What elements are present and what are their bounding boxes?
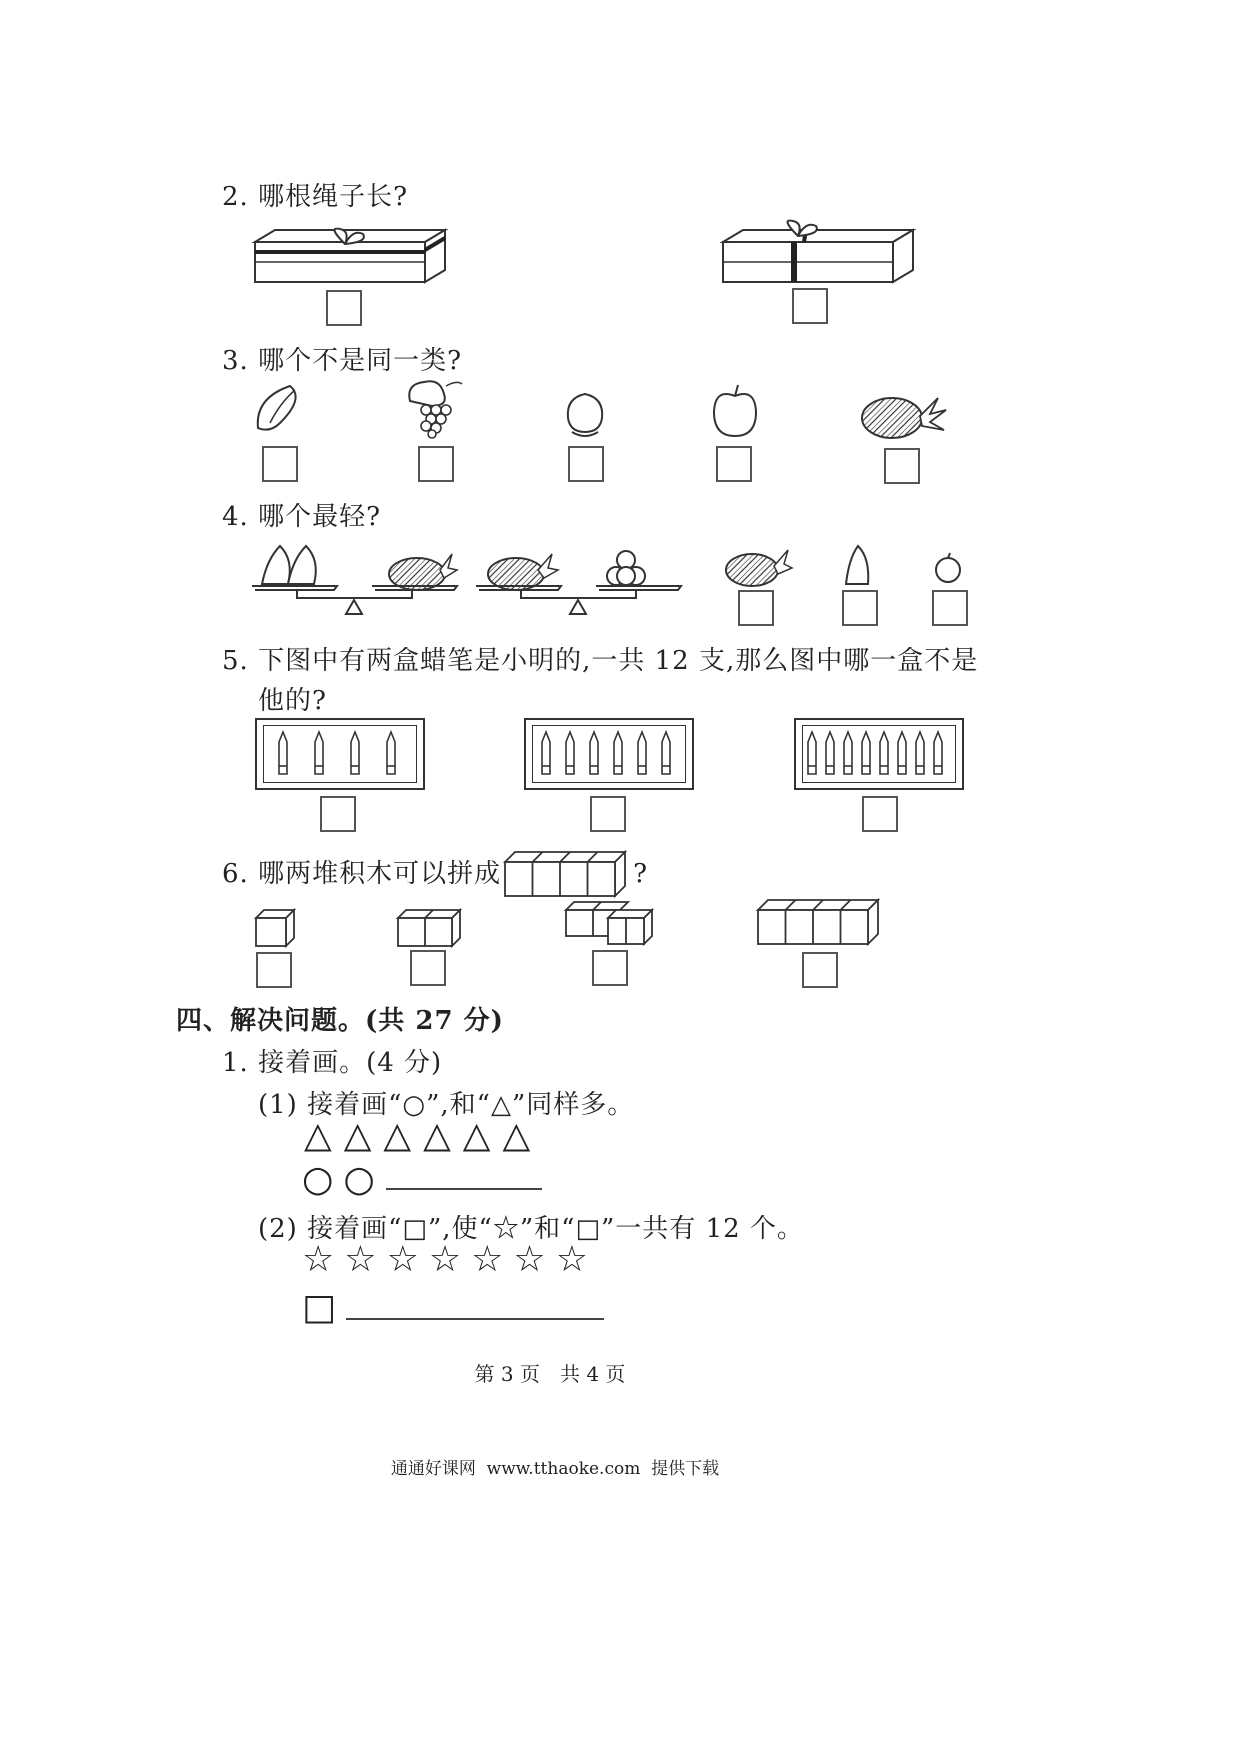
apple-image [710,382,760,440]
triangle-icon: △ [462,1115,491,1156]
sub2-mid2: ”和“ [519,1214,576,1244]
triangle-icon: △ [304,1115,332,1156]
apple-option-image [932,552,964,584]
answer-box-q4-apple[interactable] [932,590,968,626]
triangle-icon: △ [502,1115,531,1156]
circles-row [302,1159,375,1200]
crayons-6-image [538,730,678,780]
pineapple-image [858,386,948,442]
answer-box-q3-5[interactable] [884,448,920,484]
question-6-before: 6. 哪两堆积木可以拼成 [222,859,502,889]
cubes-2-image [396,908,462,948]
circle-icon: ○ [343,1159,375,1200]
crayon-box-8 [794,718,964,790]
sub2-suffix: ”一共有 12 个。 [601,1214,804,1244]
answer-box-q5-1[interactable] [320,796,356,832]
sweet-potato-image [250,378,310,438]
section-4-title: 四、解决问题。(共 27 分) [176,1006,504,1036]
peach-image [562,388,608,440]
pear-option-image [840,540,876,586]
star-icon: ☆ [492,1214,520,1244]
star-icon: ☆ [344,1239,377,1280]
star-icon: ☆ [555,1239,588,1280]
answer-box-q5-3[interactable] [862,796,898,832]
question-5-line-1: 5. 下图中有两盒蜡笔是小明的,一共 12 支,那么图中哪一盒不是 [222,646,979,676]
stars-row [302,1239,588,1280]
crayon-box-4 [255,718,425,790]
answer-box-q6-2[interactable] [410,950,446,986]
sub2-mid1: ”,使“ [427,1214,493,1244]
question-4: 4. 哪个最轻? [222,502,382,532]
answer-box-q6-3[interactable] [592,950,628,986]
triangle-icon: △ [343,1115,372,1156]
sub1-suffix: ”同样多。 [511,1090,635,1120]
question-2: 2. 哪根绳子长? [222,182,409,212]
star-icon: ☆ [302,1239,335,1280]
cube-1-image [254,908,298,948]
page-number: 第 3 页 共 4 页 [474,1362,626,1386]
answer-box-q6-4[interactable] [802,952,838,988]
answer-box-q5-2[interactable] [590,796,626,832]
answer-box-q4-pear[interactable] [842,590,878,626]
answer-box-q3-3[interactable] [568,446,604,482]
sub1-prefix: (1) 接着画“ [258,1090,403,1120]
target-blocks [501,852,633,898]
problem-1-title: 1. 接着画。(4 分) [222,1048,443,1078]
crayon-box-6 [524,718,694,790]
gift-box-left-image [250,222,450,287]
answer-box-q2-left[interactable] [326,290,362,326]
square-icon: □ [575,1214,602,1244]
circle-icon: ○ [302,1159,334,1200]
star-icon: ☆ [386,1239,419,1280]
pineapple-option-image [722,540,792,590]
cubes-3-image [564,900,656,946]
answer-line-circles[interactable] [386,1188,542,1190]
answer-line-squares[interactable] [346,1318,604,1320]
balance-scale-2-image [476,540,686,618]
triangles-row [304,1115,531,1156]
triangle-icon: △ [423,1115,451,1156]
crayons-4-image [275,730,411,780]
question-6 [222,852,648,898]
square-icon: □ [302,1287,337,1328]
crayons-8-image [804,730,954,780]
answer-box-q3-1[interactable] [262,446,298,482]
question-5-line-2: 他的? [258,686,327,716]
cubes-4-option-image [756,898,884,946]
sub2-prefix: (2) 接着画“ [258,1214,403,1244]
gift-box-right-image [718,222,918,287]
sub1-mid: ”,和“ [426,1090,491,1120]
star-icon: ☆ [513,1239,546,1280]
cubes-4-image [503,850,633,898]
balance-scale-1-image [252,540,457,618]
answer-box-q3-2[interactable] [418,446,454,482]
square-icon: □ [402,1214,428,1244]
source-footer: 通通好课网 www.tthaoke.com 提供下载 [390,1459,720,1479]
star-icon: ☆ [471,1239,504,1280]
question-3: 3. 哪个不是同一类? [222,346,463,376]
triangle-icon: △ [383,1115,412,1156]
star-icon: ☆ [428,1239,462,1280]
circle-icon: ○ [402,1090,427,1120]
answer-box-q2-right[interactable] [792,288,828,324]
grapes-image [402,376,467,438]
answer-box-q3-4[interactable] [716,446,752,482]
question-6-after: ? [633,859,649,889]
answer-box-q6-1[interactable] [256,952,292,988]
triangle-icon: △ [490,1090,512,1120]
answer-box-q4-pineapple[interactable] [738,590,774,626]
